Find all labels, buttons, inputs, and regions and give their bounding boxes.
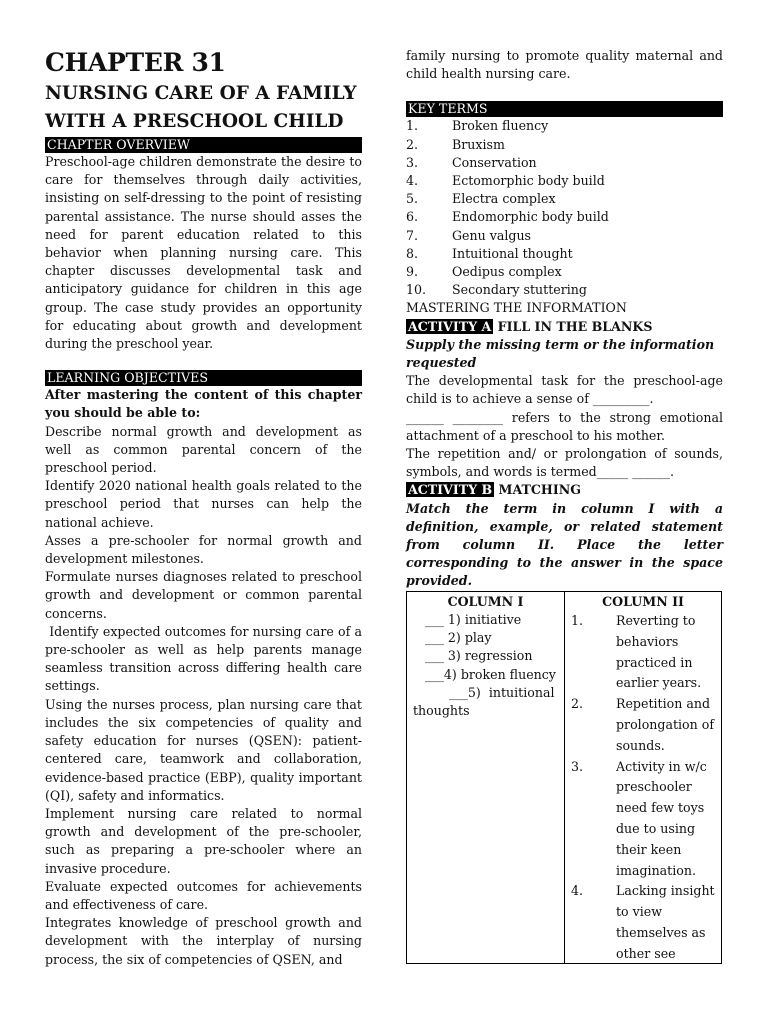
chapter-number: CHAPTER 31 <box>45 48 226 77</box>
key-terms-list <box>406 117 723 299</box>
key-term-item: 2. Bruxism <box>406 136 505 152</box>
column-one-item: ___4) broken fluency <box>425 666 556 682</box>
right-column <box>406 47 723 591</box>
column-one-item: ___ 3) regression <box>425 648 533 664</box>
key-term-item: 4. Ectomorphic body build <box>406 173 605 189</box>
column-two-item: 1. Reverting to behaviors practiced in earlier years. <box>571 613 702 691</box>
key-term-item: 10. Secondary stuttering <box>406 282 587 298</box>
key-term-item: 5. Electra complex <box>406 191 556 207</box>
chapter-title-line2: WITH A PRESCHOOL CHILD <box>45 111 344 132</box>
activity-a-item: The developmental task for the preschool-age child is to achieve a sense of _________. <box>406 373 723 407</box>
column-one-item: ___5) intuitional thoughts <box>413 684 559 719</box>
left-column <box>45 48 367 969</box>
objectives-heading: LEARNING OBJECTIVES <box>45 370 362 386</box>
key-term-item: 1. Broken fluency <box>406 118 549 134</box>
column-one-item: ___ 2) play <box>425 630 492 646</box>
activity-a-heading <box>406 318 723 336</box>
key-term-item: 9. Oedipus complex <box>406 264 562 280</box>
activity-b-heading <box>406 481 723 499</box>
activity-a-item: ______ ________ refers to the strong emotional attachment of a preschool to his mother. <box>406 409 723 443</box>
column-two-item: 2. Repetition and prolongation of sounds. <box>571 696 714 753</box>
matching-table <box>406 591 722 964</box>
key-term-item: 3. Conservation <box>406 154 537 170</box>
column-one-item: ___ 1) initiative <box>425 612 522 627</box>
column-two-header: COLUMN II <box>602 594 684 609</box>
activity-a-item: The repetition and/ or prolongation of sounds, symbols, and words is termed_____ ______. <box>406 446 723 480</box>
column-two <box>565 592 721 963</box>
objective-item: Using the nurses process, plan nursing care that includes the six competencies of quality and safety education for nurses (QSEN): patient-centered care, teamwork and collaboration, evidence-based practice (EBP), quality important (QI), safety and informatics. <box>45 696 362 803</box>
activity-a-instruction: Supply the missing term or the information requested <box>406 336 715 371</box>
chapter-title-line1: NURSING CARE OF A FAMILY <box>45 83 357 104</box>
objective-item: Identify 2020 national health goals related to the preschool period that nurses can help the national achieve. <box>45 478 362 530</box>
objective-item: Identify expected outcomes for nursing care of a pre-schooler as well as help parents manage seamless transition across differing health care settings. <box>45 623 367 694</box>
objective-item: Evaluate expected outcomes for achievements and effectiveness of care. <box>45 878 362 912</box>
column-two-item: 4. Lacking insight to view themselves as other see <box>571 883 715 961</box>
objectives-intro: After mastering the content of this chapter you should be able to: <box>45 387 362 421</box>
activity-a-label: ACTIVITY A <box>408 318 492 334</box>
key-terms-heading: KEY TERMS <box>406 101 723 117</box>
activity-b-title: MATCHING <box>494 482 581 498</box>
activity-a-title: FILL IN THE BLANKS <box>493 318 653 334</box>
objective-item: Integrates knowledge of preschool growth and development with the interplay of nursing process, the six of competencies of QSEN, and <box>45 915 362 967</box>
overview-text: Preschool-age children demonstrate the desire to care for themselves through daily activities, insisting on self-dressing to the point of resisting parental assistance. The nurse should asses the need for parent education related to this behavior when planning nursing care. This chapter discusses developmental task and anticipatory guidance for children in this age group. The case study provides an opportunity for educating about growth and development during the preschool year. <box>45 154 362 352</box>
activity-b-label: ACTIVITY B <box>408 482 493 498</box>
key-term-item: 6. Endomorphic body build <box>406 209 609 225</box>
mastering-heading: MASTERING THE INFORMATION <box>406 300 627 316</box>
overview-heading: CHAPTER OVERVIEW <box>45 137 362 153</box>
objective-item: Formulate nurses diagnoses related to preschool growth and development or common parental concerns. <box>45 569 362 621</box>
objective-item: Asses a pre-schooler for normal growth and development milestones. <box>45 532 362 567</box>
activity-b-instruction: Match the term in column I with a definition, example, or related statement from column II. Place the letter corresponding to the answer in the space provided. <box>406 500 723 589</box>
column-one <box>407 592 565 963</box>
key-term-item: 7. Genu valgus <box>406 227 532 243</box>
key-term-item: 8. Intuitional thought <box>406 245 573 261</box>
column-two-item: 3. Activity in w/c preschooler need few toys due to using their keen imagination. <box>571 758 707 878</box>
objective-item: Implement nursing care related to normal growth and development of the pre-schooler, such as preparing a pre-schooler where an invasive procedure. <box>45 805 362 876</box>
objective-item: Describe normal growth and development as well as common parental concern of the preschool period. <box>45 423 362 476</box>
continued-text: family nursing to promote quality maternal and child health nursing care. <box>406 48 723 82</box>
column-one-header: COLUMN I <box>447 594 524 609</box>
